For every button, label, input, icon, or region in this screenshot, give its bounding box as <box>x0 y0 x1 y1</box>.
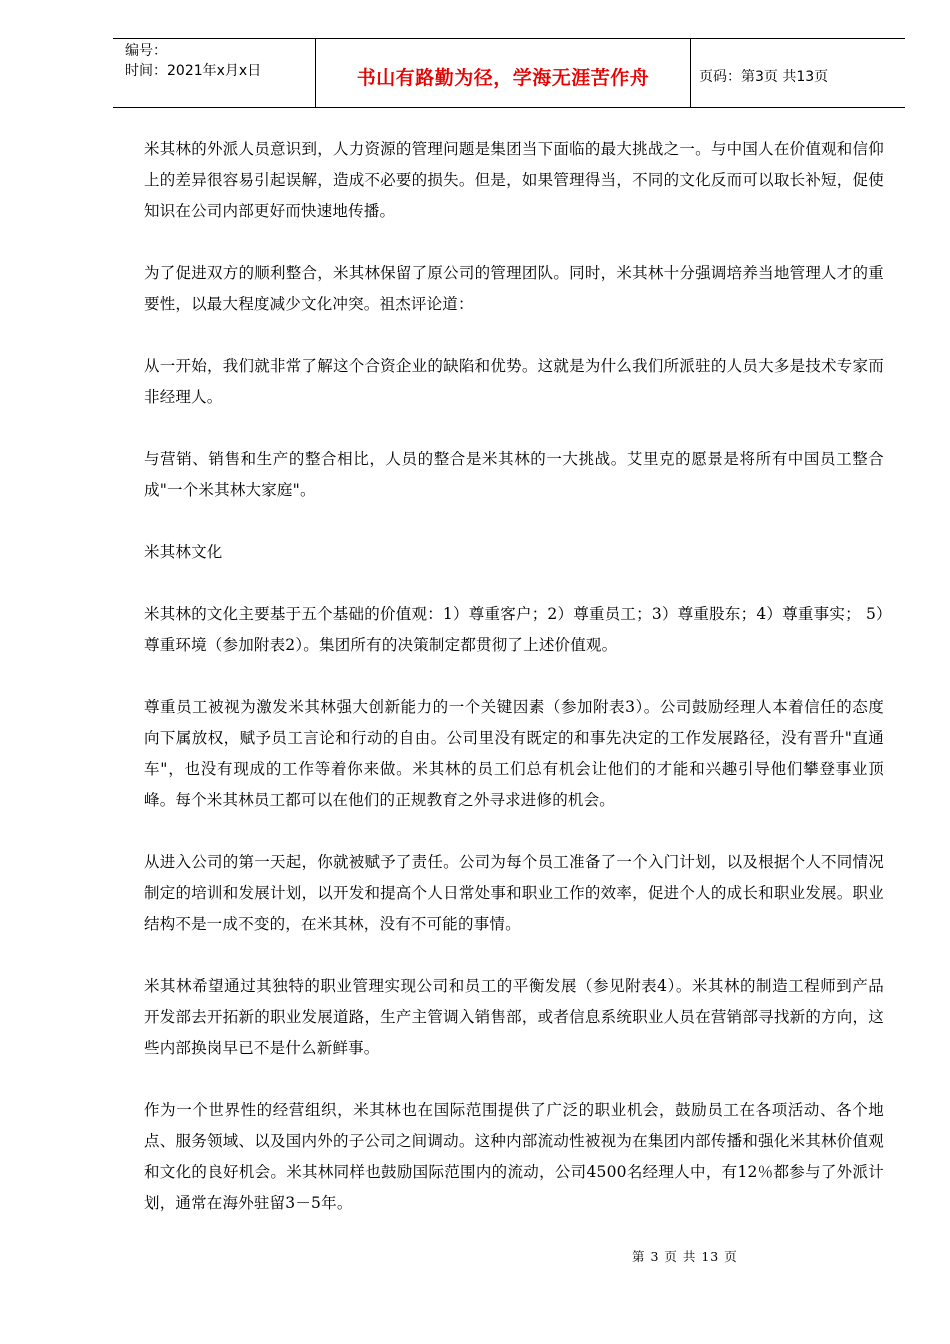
header-page-cell <box>691 39 905 107</box>
paragraph: 米其林的外派人员意识到，人力资源的管理问题是集团当下面临的最大挑战之一。与中国人在价值观和信仰上的差异很容易引起误解，造成不必要的损失。但是，如果管理得当，不同的文化反而可以取长补短，促使知识在公司内部更好而快速地传播。 <box>144 140 884 220</box>
header-motto: 书山有路勤为径，学海无涯苦作舟 <box>356 66 650 89</box>
page-header <box>113 38 905 108</box>
paragraph: 与营销、销售和生产的整合相比，人员的整合是米其林的一大挑战。艾里克的愿景是将所有中国员工整合成"一个米其林大家庭"。 <box>144 450 884 499</box>
document-number-label: 编号： <box>125 43 167 59</box>
document-body <box>144 134 884 1250</box>
paragraph: 作为一个世界性的经营组织，米其林也在国际范围提供了广泛的职业机会，鼓励员工在各项活动、各个地点、服务领域、以及国内外的子公司之间调动。这种内部流动性被视为在集团内部传播和强化米其林价值观和文化的良好机会。米其林同样也鼓励国际范围内的流动，公司4500名经理人中，有12％都参与了外派计划，通常在海外驻留3－5年。 <box>144 1101 884 1212</box>
paragraph: 米其林的文化主要基于五个基础的价值观：1）尊重客户；2）尊重员工；3）尊重股东；4）尊重事实； 5）尊重环境（参加附表2）。集团所有的决策制定都贯彻了上述价值观。 <box>144 605 884 654</box>
paragraph: 尊重员工被视为激发米其林强大创新能力的一个关键因素（参加附表3）。公司鼓励经理人本着信任的态度向下属放权，赋予员工言论和行动的自由。公司里没有既定的和事先决定的工作发展路径，没有晋升"直通车"，也没有现成的工作等着你来做。米其林的员工们总有机会让他们的才能和兴趣引导他们攀登事业顶峰。每个米其林员工都可以在他们的正规教育之外寻求进修的机会。 <box>144 698 884 809</box>
paragraph: 为了促进双方的顺利整合，米其林保留了原公司的管理团队。同时，米其林十分强调培养当地管理人才的重要性，以最大程度减少文化冲突。祖杰评论道： <box>144 264 884 313</box>
section-heading: 米其林文化 <box>144 543 223 561</box>
header-page-number: 页码：第3页 共13页 <box>699 69 829 85</box>
paragraph: 从进入公司的第一天起，你就被赋予了责任。公司为每个员工准备了一个入门计划，以及根据个人不同情况制定的培训和发展计划，以开发和提高个人日常处事和职业工作的效率，促进个人的成长和职业发展。职业结构不是一成不变的，在米其林，没有不可能的事情。 <box>144 853 884 933</box>
header-motto-cell <box>316 39 691 107</box>
paragraph: 米其林希望通过其独特的职业管理实现公司和员工的平衡发展（参见附表4）。米其林的制造工程师到产品开发部去开拓新的职业发展道路，生产主管调入销售部，或者信息系统职业人员在营销部寻找新的方向，这些内部换岗早已不是什么新鲜事。 <box>144 977 884 1057</box>
paragraph: 从一开始，我们就非常了解这个合资企业的缺陷和优势。这就是为什么我们所派驻的人员大多是技术专家而非经理人。 <box>144 357 884 406</box>
header-meta-cell <box>113 39 316 107</box>
page-footer: 第 3 页 共 13 页 <box>632 1249 738 1264</box>
document-time-label: 时间：2021年x月x日 <box>125 63 262 79</box>
